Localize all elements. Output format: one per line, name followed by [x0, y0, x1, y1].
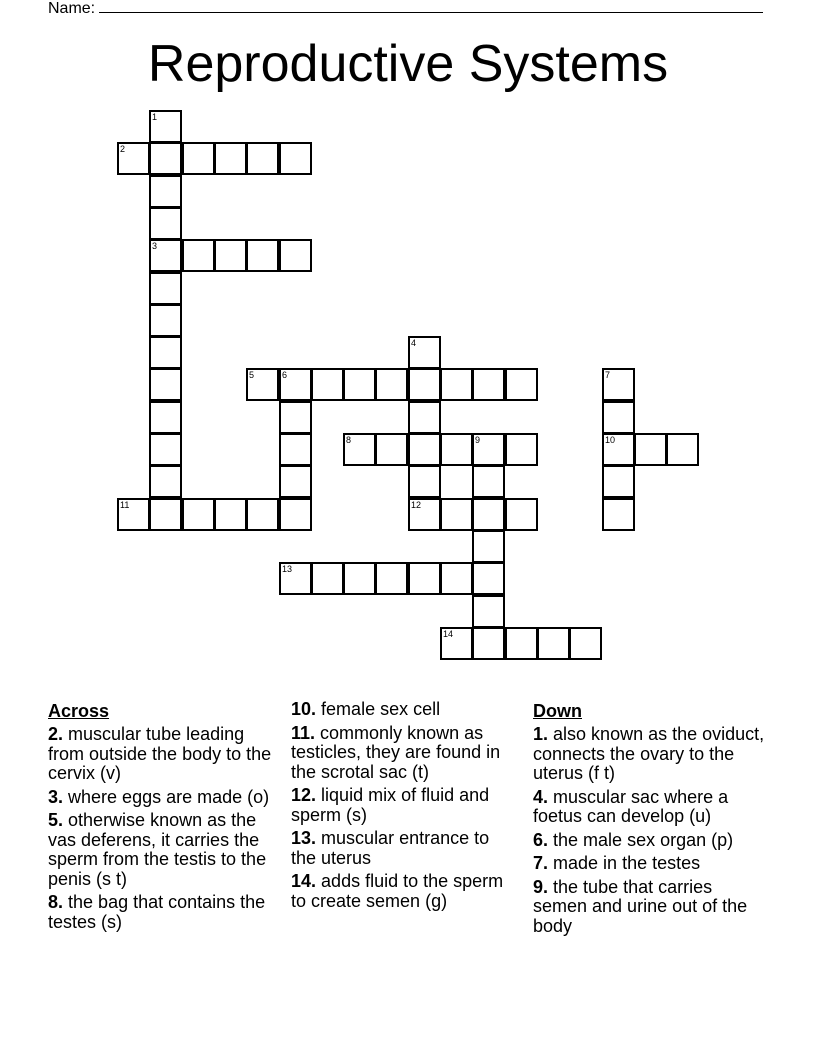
grid-cell[interactable] [408, 498, 441, 531]
clue-across-8: 8. the bag that contains the testes (s) [48, 892, 266, 932]
grid-cell[interactable] [279, 562, 312, 595]
grid-cell[interactable] [343, 433, 376, 466]
clue-down-1: 1. also known as the oviduct, connects the ovary to the uterus (f t) [533, 724, 765, 783]
grid-cell[interactable] [602, 465, 635, 498]
grid-cell[interactable] [472, 433, 505, 466]
name-label: Name: [48, 0, 96, 17]
grid-cell[interactable] [279, 498, 312, 531]
clue-number: 4 [411, 338, 417, 348]
grid-cell[interactable] [408, 368, 441, 401]
clue-number: 3 [152, 241, 158, 251]
grid-cell[interactable] [279, 401, 312, 434]
clue-across-3: 3. where eggs are made (o) [48, 786, 270, 807]
grid-cell[interactable] [505, 498, 538, 531]
grid-cell[interactable] [343, 562, 376, 595]
grid-cell[interactable] [440, 368, 473, 401]
across-heading: Across [48, 701, 110, 721]
grid-cell[interactable] [375, 562, 408, 595]
grid-cell[interactable] [149, 110, 182, 143]
grid-cell[interactable] [279, 368, 312, 401]
clue-across-2: 2. muscular tube leading from outside the body to the cervix (v) [48, 724, 272, 783]
grid-cell[interactable] [472, 595, 505, 628]
clue-number: 11 [120, 500, 130, 510]
clue-number: 6 [282, 370, 288, 380]
clue-number: 12 [411, 500, 422, 510]
grid-cell[interactable] [408, 465, 441, 498]
clue-number: 10 [605, 435, 616, 445]
grid-cell[interactable] [279, 142, 312, 175]
grid-cell[interactable] [117, 142, 150, 175]
grid-cell[interactable] [246, 368, 279, 401]
grid-cell[interactable] [182, 498, 215, 531]
grid-cell[interactable] [149, 498, 182, 531]
grid-cell[interactable] [408, 562, 441, 595]
down-heading: Down [533, 701, 582, 721]
clue-number: 2 [120, 144, 126, 154]
grid-cell[interactable] [246, 142, 279, 175]
grid-cell[interactable] [279, 239, 312, 272]
grid-cell[interactable] [537, 627, 570, 660]
grid-cell[interactable] [149, 433, 182, 466]
grid-cell[interactable] [375, 368, 408, 401]
grid-cell[interactable] [408, 401, 441, 434]
clue-number: 1 [152, 112, 158, 122]
grid-cell[interactable] [149, 465, 182, 498]
grid-cell[interactable] [149, 272, 182, 305]
clue-across-13: 13. muscular entrance to the uterus [291, 828, 490, 868]
clue-down-7: 7. made in the testes [533, 853, 701, 873]
clues-column-3 [533, 700, 765, 940]
clue-number: 9 [475, 435, 481, 445]
clue-across-14: 14. adds fluid to the sperm to create semen (g) [291, 871, 504, 911]
grid-cell[interactable] [472, 627, 505, 660]
grid-cell[interactable] [472, 530, 505, 563]
grid-cell[interactable] [311, 368, 344, 401]
grid-cell[interactable] [149, 175, 182, 208]
grid-cell[interactable] [472, 562, 505, 595]
grid-cell[interactable] [279, 433, 312, 466]
clue-number: 14 [443, 629, 454, 639]
grid-cell[interactable] [214, 142, 247, 175]
grid-cell[interactable] [505, 368, 538, 401]
grid-cell[interactable] [214, 239, 247, 272]
clues-column-1 [48, 700, 274, 936]
grid-cell[interactable] [440, 627, 473, 660]
grid-cell[interactable] [149, 401, 182, 434]
clue-number: 13 [282, 564, 293, 574]
grid-cell[interactable] [440, 498, 473, 531]
clue-across-5: 5. otherwise known as the vas deferens, it carries the sperm from the testis to the penis (s t) [48, 810, 267, 889]
grid-cell[interactable] [634, 433, 667, 466]
grid-cell[interactable] [149, 336, 182, 369]
clue-across-12: 12. liquid mix of fluid and sperm (s) [291, 785, 490, 825]
grid-cell[interactable] [440, 562, 473, 595]
grid-cell[interactable] [408, 336, 441, 369]
page-title: Reproductive Systems [147, 35, 669, 93]
grid-cell[interactable] [117, 498, 150, 531]
clue-down-4: 4. muscular sac where a foetus can develop (u) [533, 786, 729, 826]
grid-cell[interactable] [440, 433, 473, 466]
grid-cell[interactable] [666, 433, 699, 466]
grid-cell[interactable] [472, 498, 505, 531]
grid-cell[interactable] [279, 465, 312, 498]
grid-cell[interactable] [149, 239, 182, 272]
grid-cell[interactable] [472, 465, 505, 498]
grid-cell[interactable] [602, 401, 635, 434]
grid-cell[interactable] [149, 142, 182, 175]
grid-cell[interactable] [505, 627, 538, 660]
grid-cell[interactable] [505, 433, 538, 466]
grid-cell[interactable] [246, 239, 279, 272]
grid-cell[interactable] [602, 498, 635, 531]
grid-cell[interactable] [246, 498, 279, 531]
clue-down-9: 9. the tube that carries semen and urine out of the body [533, 876, 748, 936]
grid-cell[interactable] [375, 433, 408, 466]
grid-cell[interactable] [214, 498, 247, 531]
grid-cell[interactable] [182, 142, 215, 175]
grid-cell[interactable] [343, 368, 376, 401]
clue-number: 8 [346, 435, 352, 445]
clue-across-10: 10. female sex cell [291, 699, 441, 719]
grid-cell[interactable] [408, 433, 441, 466]
clues-column-2 [291, 700, 515, 915]
clue-number: 5 [249, 370, 255, 380]
grid-cell[interactable] [602, 433, 635, 466]
grid-cell[interactable] [149, 368, 182, 401]
clue-down-6: 6. the male sex organ (p) [533, 829, 734, 850]
clue-number: 7 [605, 370, 611, 380]
grid-cell[interactable] [311, 562, 344, 595]
grid-cell[interactable] [149, 304, 182, 337]
grid-cell[interactable] [149, 207, 182, 240]
grid-cell[interactable] [182, 239, 215, 272]
grid-cell[interactable] [569, 627, 602, 660]
grid-cell[interactable] [602, 368, 635, 401]
grid-cell[interactable] [472, 368, 505, 401]
clue-across-11: 11. commonly known as testicles, they are found in the scrotal sac (t) [291, 722, 501, 782]
